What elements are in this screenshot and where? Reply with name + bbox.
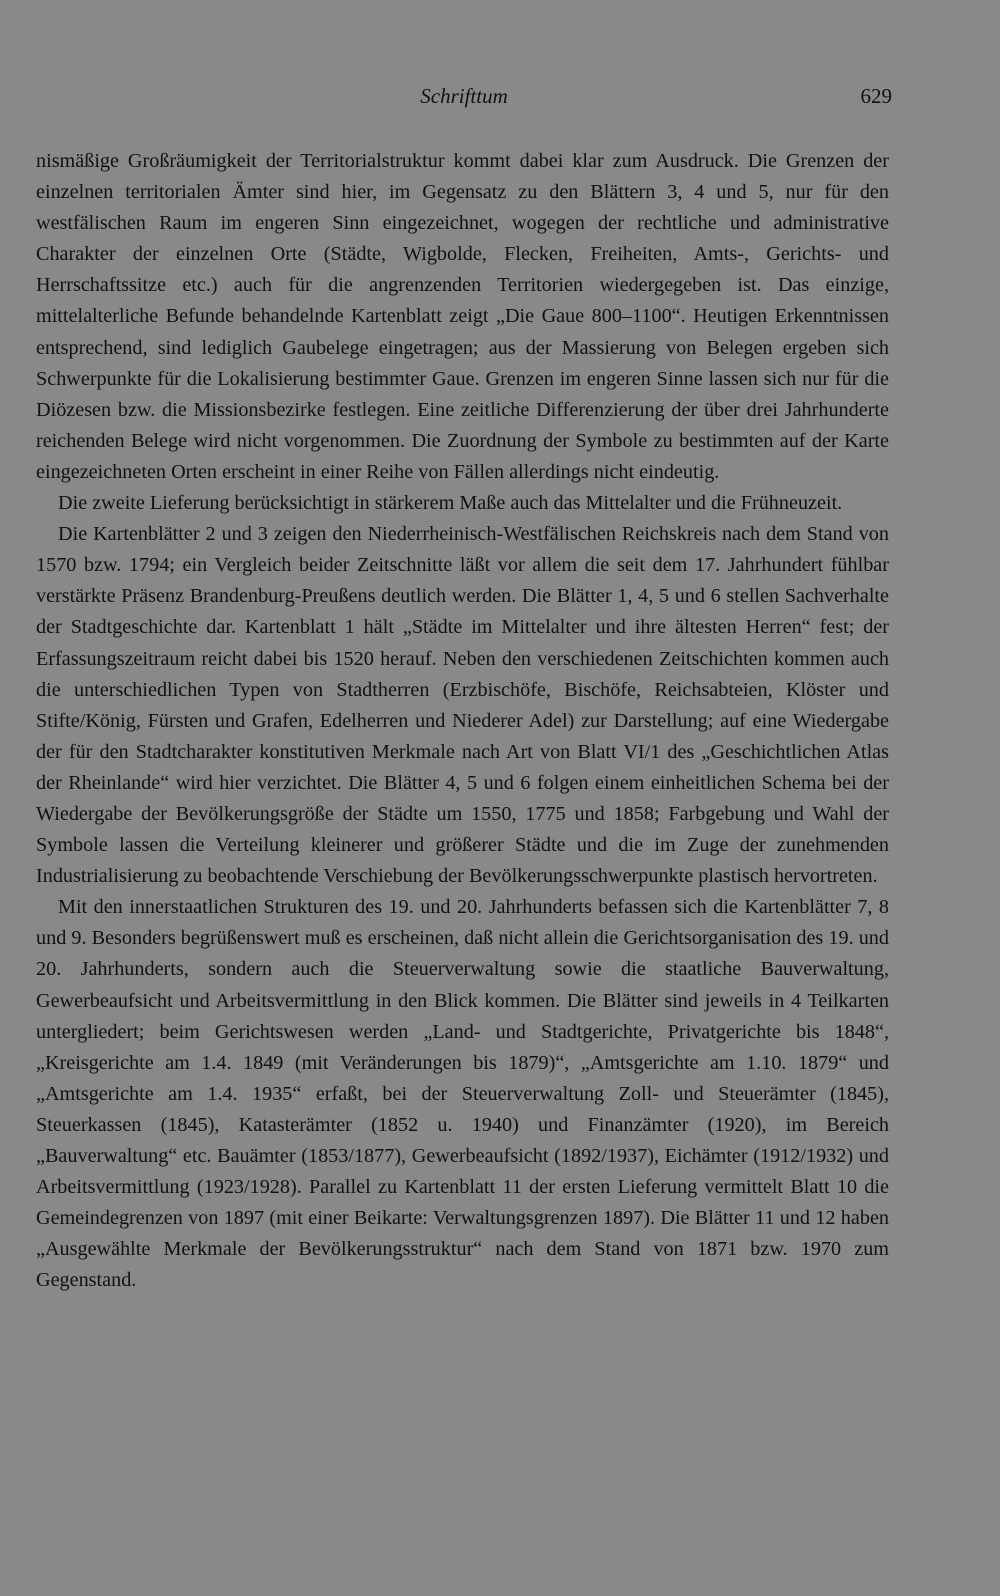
paragraph-4: Mit den innerstaatlichen Strukturen des 19. und 20. Jahrhunderts befassen sich die Kartenblätter 7, 8 und 9. Besonders begrüßenswert muß es erscheinen, daß nicht allein die Gerichtsorganisation des 19. und 20. Jahrhunderts, sondern auch die Steuerverwaltung sowie die staatliche Bauverwaltung, Gewerbeaufsicht und Arbeitsvermittlung in den Blick kommen. Die Blätter sind jeweils in 4 Teilkarten untergliedert; beim Gerichtswesen werden „Land- und Stadtgerichte, Privatgerichte bis 1848“, „Kreisgerichte am 1.4. 1849 (mit Veränderungen bis 1879)“, „Amtsgerichte am 1.10. 1879“ und „Amtsgerichte am 1.4. 1935“ erfaßt, bei der Steuerverwaltung Zoll- und Steuerämter (1845), Steuerkassen (1845), Katasterämter (1852 u. 1940) und Finanzämter (1920), im Bereich „Bauverwaltung“ etc. Bauämter (1853/1877), Gewerbeaufsicht (1892/1937), Eichämter (1912/1932) und Arbeitsvermittlung (1923/1928). Parallel zu Kartenblatt 11 der ersten Lieferung vermittelt Blatt 10 die Gemeindegrenzen von 1897 (mit einer Beikarte: Verwaltungsgrenzen 1897). Die Blätter 11 und 12 haben „Ausgewählte Merkmale der Bevölkerungsstruktur“ nach dem Stand von 1871 bzw. 1970 zum Gegenstand. bbox=[36, 896, 889, 1292]
paragraph-1: nismäßige Großräumigkeit der Territorialstruktur kommt dabei klar zum Ausdruck. Die Grenzen der einzelnen territorialen Ämter sind hier, im Gegensatz zu den Blättern 3, 4 und 5, nur für den westfälischen Raum im engeren Sinn eingezeichnet, wogegen der rechtliche und administrative Charakter der einzelnen Orte (Städte, Wigbolde, Flecken, Freiheiten, Amts-, Gerichts- und Herrschaftssitze etc.) auch für die angrenzenden Territorien wiedergegeben ist. Das einzige, mittelalterliche Befunde behandelnde Kartenblatt zeigt „Die Gaue 800–1100“. Heutigen Erkenntnissen entsprechend, sind lediglich Gaubelege eingetragen; aus der Massierung von Belegen ergeben sich Schwerpunkte für die Lokalisierung bestimmter Gaue. Grenzen im engeren Sinne lassen sich nur für die Diözesen bzw. die Missionsbezirke festlegen. Eine zeitliche Differenzierung der über drei Jahrhunderte reichenden Belege wird nicht vorgenommen. Die Zuordnung der Symbole zu bestimmten auf der Karte eingezeichneten Orten erscheint in einer Reihe von Fällen allerdings nicht eindeutig. bbox=[36, 150, 889, 483]
page-number: 629 bbox=[860, 84, 892, 108]
paragraph-2: Die zweite Lieferung berücksichtigt in stärkerem Maße auch das Mittelalter und die Frühneuzeit. bbox=[58, 492, 843, 515]
paragraph-3: Die Kartenblätter 2 und 3 zeigen den Niederrheinisch-Westfälischen Reichskreis nach dem Stand von 1570 bzw. 1794; ein Vergleich beider Zeitschnitte läßt vor allem die seit dem 17. Jahrhundert fühlbar verstärkte Präsenz Brandenburg-Preußens deutlich werden. Die Blätter 1, 4, 5 und 6 stellen Sachverhalte der Stadtgeschichte dar. Kartenblatt 1 hält „Städte im Mittelalter und ihre ältesten Herren“ fest; der Erfassungszeitraum reicht dabei bis 1520 herauf. Neben den verschiedenen Zeitschichten kommen auch die unterschiedlichen Typen von Stadtherren (Erzbischöfe, Bischöfe, Reichsabteien, Klöster und Stifte/König, Fürsten und Grafen, Edelherren und Niederer Adel) zur Darstellung; auf eine Wiedergabe der für den Stadtcharakter konstitutiven Merkmale nach Art von Blatt VI/1 des „Geschichtlichen Atlas der Rheinlande“ wird hier verzichtet. Die Blätter 4, 5 und 6 folgen einem einheitlichen Schema bei der Wiedergabe der Bevölkerungsgröße der Städte um 1550, 1775 und 1858; Farbgebung und Wahl der Symbole lassen die Verteilung kleinerer und größerer Städte und die im Zuge der zunehmenden Industrialisierung zu beobachtende Verschiebung der Bevölkerungsschwerpunkte plastisch hervortreten. bbox=[36, 523, 889, 888]
running-title: Schrifttum bbox=[420, 84, 508, 108]
page-header bbox=[36, 84, 892, 114]
body-text bbox=[36, 146, 889, 1296]
